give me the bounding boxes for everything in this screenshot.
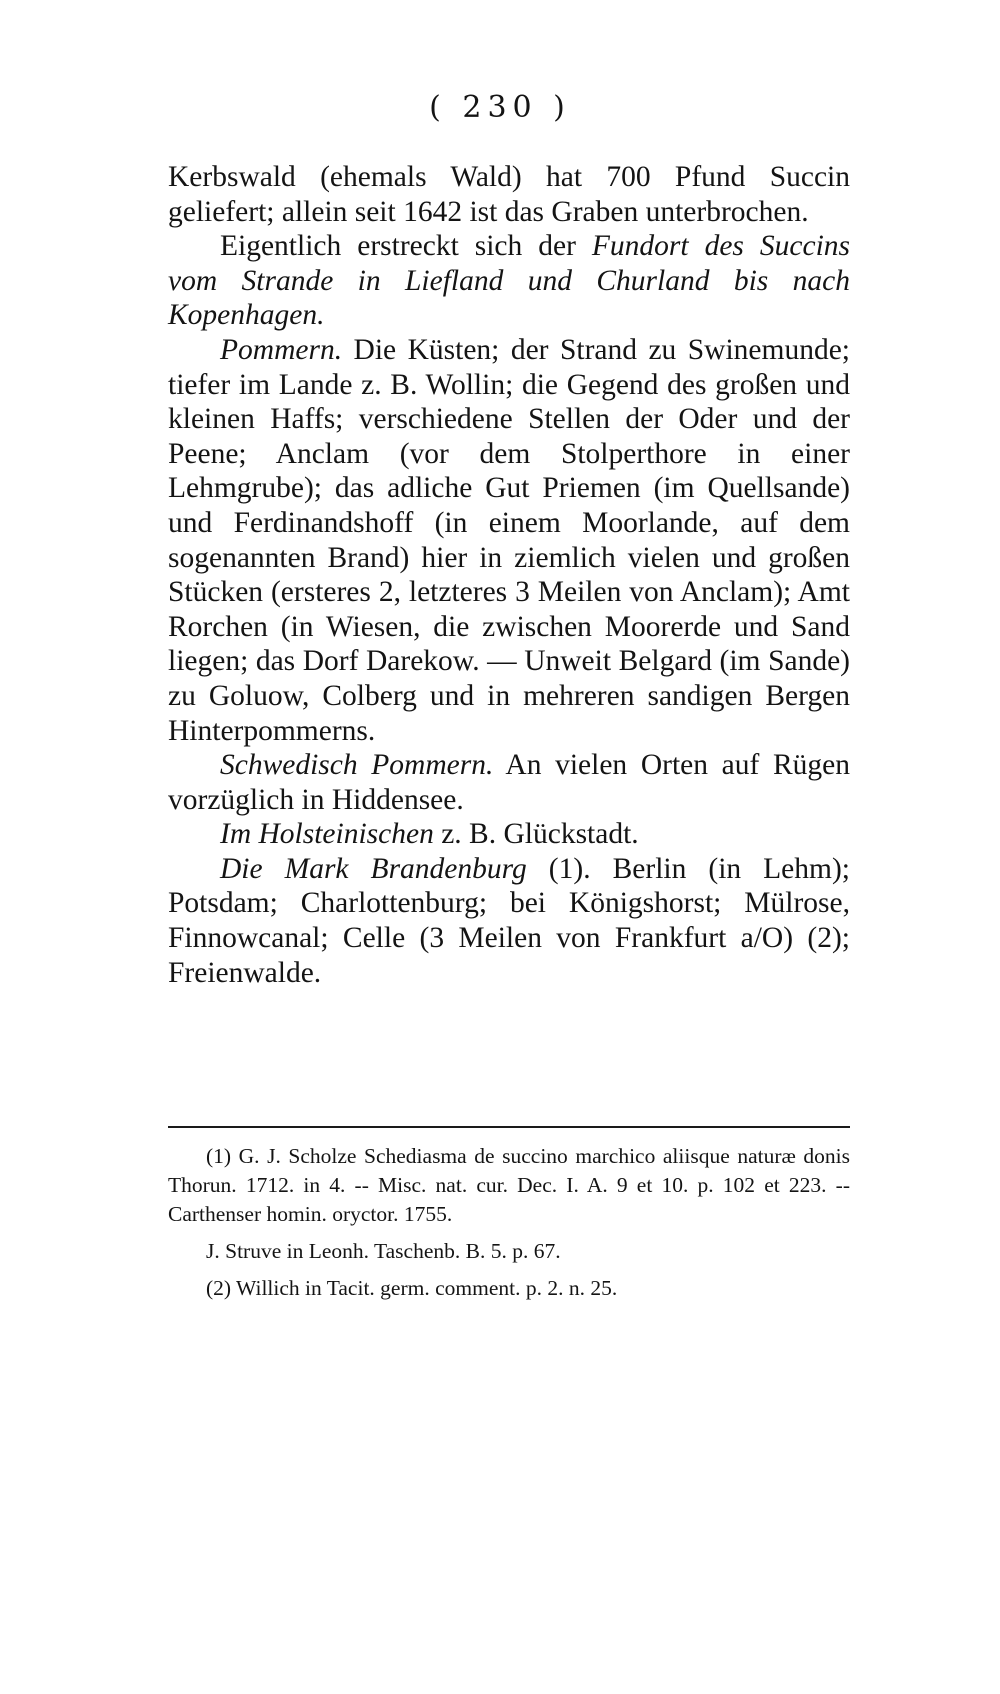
paragraph-holstein — [168, 817, 850, 852]
italic-span: Fundort des Succins vom Strande in Liefland und Churland bis nach Kopenhagen. — [168, 230, 850, 332]
section-heading-pommern: Pommern. — [220, 333, 343, 366]
paragraph-pommern — [168, 333, 850, 748]
footnotes — [168, 1142, 850, 1311]
text-span: Die Küsten; der Strand zu Swinemunde; tiefer im Lande z. B. Wollin; die Gegend des großen und kleinen Haffs; verschiedene Stellen der Oder und der Peene; Anclam (vor dem Stolperthore in einer Lehmgrube); das adliche Gut Priemen (im Quellsande) und Ferdinandshoff (in einem Moorlande, auf dem sogenannten Brand) hier in ziemlich vielen und großen Stücken (ersteres 2, letzteres 3 Meilen von Anclam); Amt Rorchen (in Wiesen, die zwischen Moorerde und Sand liegen; das Dorf Darekow. — Unweit Belgard (im Sande) zu Goluow, Colberg und in mehreren sandigen Bergen Hinterpommerns. — [168, 333, 850, 747]
text-span: z. B. Glückstadt. — [433, 818, 639, 851]
text-span: An vielen Orten auf Rügen vorzüglich in Hiddensee. — [168, 749, 850, 816]
footnote-2: (2) Willich in Tacit. germ. comment. p. 2. n. 25. — [206, 1276, 618, 1300]
main-text — [168, 160, 850, 990]
paragraph-brandenburg — [168, 852, 850, 990]
paragraph-fundort — [168, 229, 850, 333]
footnote-1: (1) G. J. Scholze Schediasma de succino marchico aliisque naturæ donis Thorun. 1712. in 4. -- Misc. nat. cur. Dec. I. A. 9 et 10. p. 102 et 223. -- Carthenser homin. oryctor. 1755. — [168, 1144, 850, 1226]
footnote-1-continued: J. Struve in Leonh. Taschenb. B. 5. p. 67. — [206, 1239, 561, 1263]
section-heading-schwedisch-pommern: Schwedisch Pommern. — [220, 749, 494, 782]
footnote-divider — [168, 1126, 850, 1128]
paragraph-kerbswald — [168, 160, 850, 229]
page-number: ( 230 ) — [429, 90, 571, 125]
section-heading-holstein: Im Holsteinischen — [220, 818, 434, 851]
text-span: Kerbswald (ehemals Wald) hat 700 Pfund Succin geliefert; allein seit 1642 ist das Graben unterbrochen. — [168, 161, 850, 228]
text-span: (1). Berlin (in Lehm); Potsdam; Charlottenburg; bei Königshorst; Mülrose, Finnowcanal; Celle (3 Meilen von Frankfurt a/O) (2); Freienwalde. — [168, 852, 850, 989]
paragraph-schwedisch-pommern — [168, 748, 850, 817]
text-span: Eigentlich erstreckt sich der — [220, 230, 592, 263]
section-heading-brandenburg: Die Mark Brandenburg — [220, 852, 527, 885]
